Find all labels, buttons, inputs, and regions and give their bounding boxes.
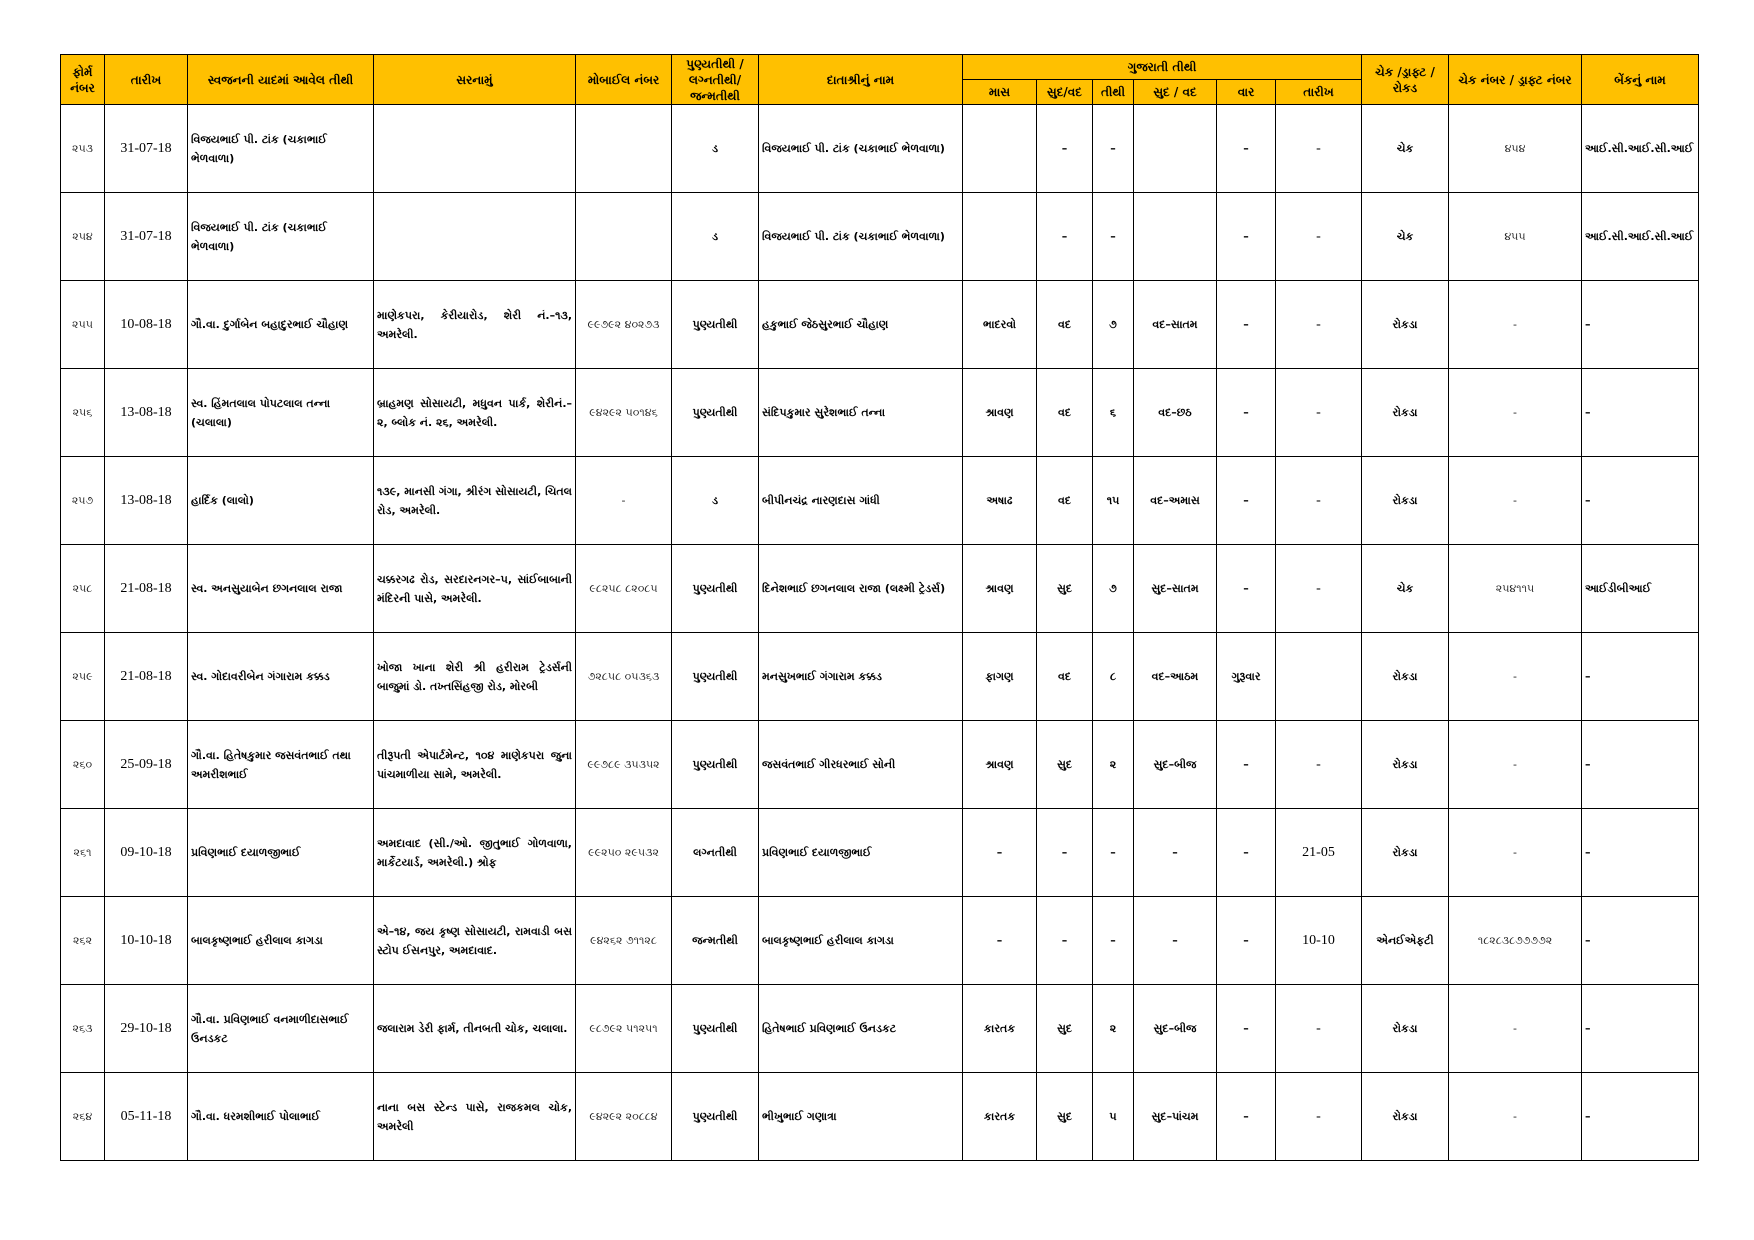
cell-weekday: –	[1217, 897, 1276, 985]
cell-payment-mode: રોકડા	[1362, 633, 1449, 721]
cell-donor: જસવંતભાઈ ગીરધરભાઈ સોની	[759, 721, 963, 809]
col-header-form-no: ફોર્મ નંબર	[61, 55, 105, 105]
cell-bank: –	[1582, 897, 1699, 985]
cell-mobile: ૯૪૨૬૨ ૭૧૧૨૮	[576, 897, 672, 985]
cell-donor: વિજયભાઈ પી. ટાંક (ચકાભાઈ ભેળવાળા)	[759, 105, 963, 193]
cell-sud-vad-text: સુદ–સાતમ	[1134, 545, 1217, 633]
cell-bank: આઈ.સી.આઈ.સી.આઈ	[1582, 105, 1699, 193]
cell-tithi: ૧૫	[1093, 457, 1134, 545]
cell-cheque-no: -	[1449, 809, 1582, 897]
cell-weekday: –	[1217, 545, 1276, 633]
cell-address	[374, 105, 576, 193]
cell-relative-name: વિજયભાઈ પી. ટાંક (ચકાભાઈ ભેળવાળા)	[188, 193, 374, 281]
cell-month: શ્રાવણ	[963, 545, 1037, 633]
cell-date: 10-10-18	[105, 897, 188, 985]
col-header-cheque-no: ચેક નંબર / ડ્રાફ્ટ નંબર	[1449, 55, 1582, 105]
cell-tithi-date: -	[1276, 281, 1362, 369]
cell-mobile: ૯૪૨૯૨ ૨૦૮૮૪	[576, 1073, 672, 1161]
cell-form-no: ૨૫૯	[61, 633, 105, 721]
cell-occasion: પુણ્યતીથી	[672, 369, 759, 457]
cell-mobile: ૯૮૨૫૮ ૮૨૦૮૫	[576, 545, 672, 633]
cell-tithi-date: -	[1276, 105, 1362, 193]
cell-address: ચક્કરગઢ રોડ, સરદારનગર–૫, સાંઈબાબાની મંદિરની પાસે, અમરેલી.	[374, 545, 576, 633]
cell-sud-vad-text: –	[1134, 897, 1217, 985]
cell-date: 09-10-18	[105, 809, 188, 897]
cell-address: તીરૂપતી એપાર્ટમેન્ટ, ૧૦૪ માણેકપરા જુના પાંચમાળીયા સામે, અમરેલી.	[374, 721, 576, 809]
cell-donor: બાલકૃષ્ણભાઈ હરીલાલ કાગડા	[759, 897, 963, 985]
cell-form-no: ૨૫૫	[61, 281, 105, 369]
table-row	[61, 545, 1699, 633]
cell-payment-mode: રોકડા	[1362, 1073, 1449, 1161]
cell-weekday: –	[1217, 369, 1276, 457]
cell-cheque-no: ૨૫૪૧૧૫	[1449, 545, 1582, 633]
cell-date: 21-08-18	[105, 633, 188, 721]
cell-donor: વિજયભાઈ પી. ટાંક (ચકાભાઈ ભેળવાળા)	[759, 193, 963, 281]
col-header-sud-vad-text: સુદ / વદ	[1134, 80, 1217, 105]
col-header-date: તારીખ	[105, 55, 188, 105]
cell-weekday: –	[1217, 721, 1276, 809]
cell-tithi-date: 10-10	[1276, 897, 1362, 985]
table-row	[61, 369, 1699, 457]
cell-cheque-no: ૪૫૪	[1449, 105, 1582, 193]
cell-sud-vad: વદ	[1037, 281, 1093, 369]
cell-form-no: ૨૫૭	[61, 457, 105, 545]
cell-tithi-date: -	[1276, 369, 1362, 457]
cell-occasion: ડ	[672, 193, 759, 281]
table-row	[61, 281, 1699, 369]
cell-bank: –	[1582, 1073, 1699, 1161]
cell-payment-mode: રોકડા	[1362, 281, 1449, 369]
table-row	[61, 809, 1699, 897]
cell-bank: –	[1582, 457, 1699, 545]
cell-month: –	[963, 809, 1037, 897]
table-row	[61, 1073, 1699, 1161]
cell-tithi: ૨	[1093, 985, 1134, 1073]
cell-address	[374, 193, 576, 281]
cell-tithi-date: -	[1276, 1073, 1362, 1161]
cell-date: 29-10-18	[105, 985, 188, 1073]
cell-date: 10-08-18	[105, 281, 188, 369]
cell-mobile	[576, 105, 672, 193]
cell-payment-mode: ચેક	[1362, 193, 1449, 281]
cell-bank: –	[1582, 369, 1699, 457]
cell-occasion: પુણ્યતીથી	[672, 721, 759, 809]
cell-tithi: –	[1093, 809, 1134, 897]
cell-month: કારતક	[963, 985, 1037, 1073]
cell-sud-vad-text	[1134, 105, 1217, 193]
cell-sud-vad-text: વદ–સાતમ	[1134, 281, 1217, 369]
cell-month	[963, 105, 1037, 193]
cell-date: 21-08-18	[105, 545, 188, 633]
cell-relative-name: ગૌ.વા. પ્રવિણભાઈ વનમાળીદાસભાઈ ઉનડકટ	[188, 985, 374, 1073]
table-body	[61, 105, 1699, 1161]
cell-address: ૧૩૯, માનસી ગંગા, શ્રીરંગ સોસાયટી, ચિતલ રોડ, અમરેલી.	[374, 457, 576, 545]
cell-weekday: –	[1217, 985, 1276, 1073]
cell-donor: પ્રવિણભાઈ દયાળજીભાઈ	[759, 809, 963, 897]
cell-address: અમદાવાદ (સી./ઓ. જીતુભાઈ ગોળવાળા, માર્કેટયાર્ડ, અમરેલી.) શ્રોફ	[374, 809, 576, 897]
table-row	[61, 721, 1699, 809]
cell-sud-vad: –	[1037, 193, 1093, 281]
cell-payment-mode: એનઈએફટી	[1362, 897, 1449, 985]
cell-tithi: –	[1093, 897, 1134, 985]
col-header-address: સરનામું	[374, 55, 576, 105]
cell-address: માણેકપરા, કેરીયારોડ, શેરી નં.–૧૩, અમરેલી.	[374, 281, 576, 369]
cell-sud-vad-text: –	[1134, 809, 1217, 897]
donation-register-table	[60, 54, 1699, 1161]
cell-month	[963, 193, 1037, 281]
cell-tithi: ૮	[1093, 633, 1134, 721]
col-header-bank: બેંકનું નામ	[1582, 55, 1699, 105]
cell-sud-vad: વદ	[1037, 457, 1093, 545]
cell-form-no: ૨૬૩	[61, 985, 105, 1073]
cell-relative-name: સ્વ. ગોદાવરીબેન ગંગારામ કક્કડ	[188, 633, 374, 721]
cell-payment-mode: રોકડા	[1362, 721, 1449, 809]
cell-date: 25-09-18	[105, 721, 188, 809]
cell-relative-name: બાલકૃષ્ણભાઈ હરીલાલ કાગડા	[188, 897, 374, 985]
cell-sud-vad-text: વદ–આઠમ	[1134, 633, 1217, 721]
cell-cheque-no: -	[1449, 985, 1582, 1073]
cell-mobile: ૯૯૨૫૦ ૨૯૫૩૨	[576, 809, 672, 897]
cell-payment-mode: ચેક	[1362, 105, 1449, 193]
cell-bank: –	[1582, 633, 1699, 721]
cell-sud-vad: –	[1037, 809, 1093, 897]
cell-cheque-no: ૧૮૨૮૩૮૭૭૭૭૨	[1449, 897, 1582, 985]
cell-mobile: ૯૪૨૯૨ ૫૦૧૪૬	[576, 369, 672, 457]
cell-relative-name: સ્વ. હિંમતલાલ પોપટલાલ તન્ના (ચલાલા)	[188, 369, 374, 457]
cell-sud-vad: સુદ	[1037, 721, 1093, 809]
cell-mobile	[576, 193, 672, 281]
cell-tithi: –	[1093, 105, 1134, 193]
cell-donor: હિતેષભાઈ પ્રવિણભાઈ ઉનડકટ	[759, 985, 963, 1073]
cell-occasion: લગ્નતીથી	[672, 809, 759, 897]
cell-occasion: પુણ્યતીથી	[672, 1073, 759, 1161]
cell-tithi: ૬	[1093, 369, 1134, 457]
cell-date: 13-08-18	[105, 369, 188, 457]
cell-bank: –	[1582, 721, 1699, 809]
cell-occasion: પુણ્યતીથી	[672, 985, 759, 1073]
cell-payment-mode: રોકડા	[1362, 809, 1449, 897]
cell-cheque-no: -	[1449, 457, 1582, 545]
cell-tithi-date: -	[1276, 545, 1362, 633]
cell-weekday: –	[1217, 281, 1276, 369]
cell-mobile: ૯૯૭૯૨ ૪૦૨૭૩	[576, 281, 672, 369]
cell-sud-vad: –	[1037, 105, 1093, 193]
cell-form-no: ૨૬૨	[61, 897, 105, 985]
cell-weekday: –	[1217, 1073, 1276, 1161]
cell-tithi: ૭	[1093, 281, 1134, 369]
cell-payment-mode: ચેક	[1362, 545, 1449, 633]
cell-month: અષાઢ	[963, 457, 1037, 545]
cell-form-no: ૨૬૦	[61, 721, 105, 809]
col-header-mobile: મોબાઈલ નંબર	[576, 55, 672, 105]
cell-weekday: –	[1217, 105, 1276, 193]
cell-occasion: પુણ્યતીથી	[672, 545, 759, 633]
cell-tithi-date: 21-05	[1276, 809, 1362, 897]
cell-donor: મનસુખભાઈ ગંગારામ કક્કડ	[759, 633, 963, 721]
cell-occasion: પુણ્યતીથી	[672, 281, 759, 369]
cell-month: ફાગણ	[963, 633, 1037, 721]
cell-cheque-no: -	[1449, 633, 1582, 721]
cell-date: 31-07-18	[105, 105, 188, 193]
cell-date: 05-11-18	[105, 1073, 188, 1161]
cell-bank: આઈડીબીઆઈ	[1582, 545, 1699, 633]
cell-month: કારતક	[963, 1073, 1037, 1161]
cell-date: 13-08-18	[105, 457, 188, 545]
cell-month: શ્રાવણ	[963, 721, 1037, 809]
col-header-tithi: તીથી	[1093, 80, 1134, 105]
cell-tithi-date: -	[1276, 721, 1362, 809]
cell-sud-vad: સુદ	[1037, 545, 1093, 633]
col-header-month: માસ	[963, 80, 1037, 105]
cell-mobile: ૯૮૭૯૨ ૫૧૨૫૧	[576, 985, 672, 1073]
cell-relative-name: ગૌ.વા. દુર્ગાબેન બહાદુરભાઈ ચૌહાણ	[188, 281, 374, 369]
cell-payment-mode: રોકડા	[1362, 369, 1449, 457]
col-header-weekday: વાર	[1217, 80, 1276, 105]
cell-payment-mode: રોકડા	[1362, 985, 1449, 1073]
cell-weekday: –	[1217, 457, 1276, 545]
cell-relative-name: સ્વ. અનસુયાબેન છગનલાલ રાજા	[188, 545, 374, 633]
cell-tithi: ૫	[1093, 1073, 1134, 1161]
cell-tithi-date: -	[1276, 457, 1362, 545]
col-header-donor: દાતાશ્રીનું નામ	[759, 55, 963, 105]
col-header-payment-mode: ચેક /ડ્રાફ્ટ / રોકડ	[1362, 55, 1449, 105]
cell-tithi: ૨	[1093, 721, 1134, 809]
cell-sud-vad-text	[1134, 193, 1217, 281]
cell-sud-vad-text: વદ–છઠ	[1134, 369, 1217, 457]
cell-cheque-no: -	[1449, 281, 1582, 369]
cell-relative-name: પ્રવિણભાઈ દયાળજીભાઈ	[188, 809, 374, 897]
cell-payment-mode: રોકડા	[1362, 457, 1449, 545]
cell-form-no: ૨૫૩	[61, 105, 105, 193]
table-row	[61, 105, 1699, 193]
cell-form-no: ૨૫૬	[61, 369, 105, 457]
cell-cheque-no: -	[1449, 369, 1582, 457]
cell-occasion: જન્મતીથી	[672, 897, 759, 985]
donation-register-sheet	[60, 54, 1699, 1161]
cell-month: શ્રાવણ	[963, 369, 1037, 457]
cell-sud-vad: વદ	[1037, 633, 1093, 721]
cell-sud-vad-text: સુદ–પાંચમ	[1134, 1073, 1217, 1161]
col-header-occasion: પુણ્યતીથી / લગ્નતીથી/ જન્મતીથી	[672, 55, 759, 105]
table-row	[61, 897, 1699, 985]
cell-mobile: ૭૨૮૫૮ ૦૫૩૬૩	[576, 633, 672, 721]
cell-cheque-no: -	[1449, 1073, 1582, 1161]
cell-form-no: ૨૬૧	[61, 809, 105, 897]
cell-donor: સંદિપકુમાર સુરેશભાઈ તન્ના	[759, 369, 963, 457]
cell-sud-vad: સુદ	[1037, 985, 1093, 1073]
table-row	[61, 193, 1699, 281]
cell-relative-name: ગૌ.વા. ધરમશીભાઈ પોલાભાઈ	[188, 1073, 374, 1161]
cell-sud-vad-text: સુદ–બીજ	[1134, 985, 1217, 1073]
cell-address: એ–૧૪, જય કૃષ્ણ સોસાયટી, રામવાડી બસ સ્ટોપ ઈસનપુર, અમદાવાદ.	[374, 897, 576, 985]
cell-occasion: ડ	[672, 457, 759, 545]
cell-donor: હકુભાઈ જેઠસુરભાઈ ચૌહાણ	[759, 281, 963, 369]
cell-bank: આઈ.સી.આઈ.સી.આઈ	[1582, 193, 1699, 281]
cell-donor: ભીખુભાઈ ગણાત્રા	[759, 1073, 963, 1161]
table-row	[61, 985, 1699, 1073]
cell-relative-name: ગૌ.વા. હિતેષકુમાર જસવંતભાઈ તથા અમરીશભાઈ	[188, 721, 374, 809]
cell-donor: દિનેશભાઈ છગનલાલ રાજા (લક્ષ્મી ટ્રેડર્સ)	[759, 545, 963, 633]
col-header-relative-tithi: સ્વજનની યાદમાં આવેલ તીથી	[188, 55, 374, 105]
col-header-gujarati-tithi: ગુજરાતી તીથી	[963, 55, 1362, 80]
cell-sud-vad: –	[1037, 897, 1093, 985]
cell-mobile: -	[576, 457, 672, 545]
cell-form-no: ૨૬૪	[61, 1073, 105, 1161]
cell-bank: –	[1582, 985, 1699, 1073]
cell-occasion: ડ	[672, 105, 759, 193]
table-row	[61, 457, 1699, 545]
cell-address: જલારામ ડેરી ફાર્મ, તીનબતી ચોક, ચલાલા.	[374, 985, 576, 1073]
cell-tithi-date: -	[1276, 985, 1362, 1073]
col-header-sud-vad: સુદ/વદ	[1037, 80, 1093, 105]
cell-mobile: ૯૯૭૮૯ ૩૫૩૫૨	[576, 721, 672, 809]
cell-weekday: ગુરૂવાર	[1217, 633, 1276, 721]
cell-sud-vad-text: વદ–અમાસ	[1134, 457, 1217, 545]
cell-address: ખોજા ખાના શેરી શ્રી હરીરામ ટ્રેડર્સની બાજુમાં ડો. તખ્તસિંહજી રોડ, મોરબી	[374, 633, 576, 721]
cell-donor: બીપીનચંદ્ર નારણદાસ ગાંધી	[759, 457, 963, 545]
cell-sud-vad-text: સુદ–બીજ	[1134, 721, 1217, 809]
cell-form-no: ૨૫૮	[61, 545, 105, 633]
cell-address: બ્રાહમણ સોસાયટી, મધુવન પાર્ક, શેરીનં.–૨, બ્લોક નં. ૨૬, અમરેલી.	[374, 369, 576, 457]
cell-form-no: ૨૫૪	[61, 193, 105, 281]
header-row-top	[61, 55, 1699, 80]
cell-tithi: ૭	[1093, 545, 1134, 633]
cell-cheque-no: ૪૫૫	[1449, 193, 1582, 281]
table-row	[61, 633, 1699, 721]
cell-sud-vad: વદ	[1037, 369, 1093, 457]
cell-weekday: –	[1217, 809, 1276, 897]
cell-sud-vad: સુદ	[1037, 1073, 1093, 1161]
cell-address: નાના બસ સ્ટેન્ડ પાસે, રાજકમલ ચોક, અમરેલી	[374, 1073, 576, 1161]
cell-cheque-no: -	[1449, 721, 1582, 809]
cell-relative-name: વિજયભાઈ પી. ટાંક (ચકાભાઈ ભેળવાળા)	[188, 105, 374, 193]
cell-relative-name: હાર્દિક (લાલો)	[188, 457, 374, 545]
cell-occasion: પુણ્યતીથી	[672, 633, 759, 721]
cell-month: ભાદરવો	[963, 281, 1037, 369]
cell-tithi: –	[1093, 193, 1134, 281]
cell-weekday: –	[1217, 193, 1276, 281]
cell-month: –	[963, 897, 1037, 985]
cell-bank: –	[1582, 281, 1699, 369]
cell-date: 31-07-18	[105, 193, 188, 281]
cell-bank: –	[1582, 809, 1699, 897]
col-header-tithi-date: તારીખ	[1276, 80, 1362, 105]
cell-tithi-date	[1276, 633, 1362, 721]
cell-tithi-date: -	[1276, 193, 1362, 281]
